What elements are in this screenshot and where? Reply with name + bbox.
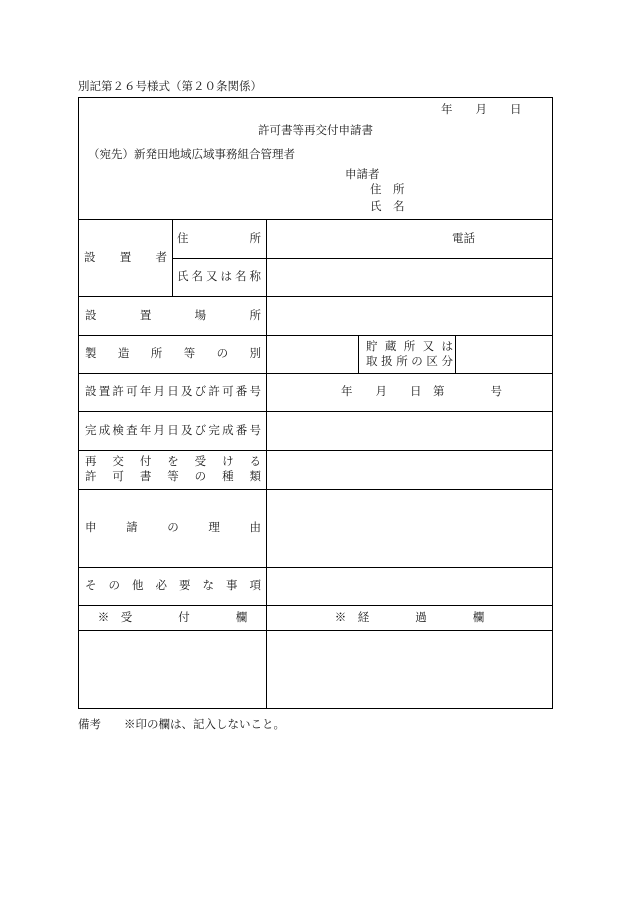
storage-handling-category-label-line1: 貯蔵所又は [366,340,453,353]
reason-label: 申請の理由 [85,522,261,534]
applicant-name-label: 氏 名 [370,201,405,213]
reissue-type-field [267,451,553,490]
storage-handling-category-field [456,336,553,374]
storage-handling-category-label-line2: 取扱所の区分 [366,355,453,368]
reissue-type-label-line2: 許可書等の種類 [85,471,261,483]
storage-handling-category-label-cell [359,336,456,374]
installer-address-label: 住所 [177,232,261,245]
permit-label-cell [79,374,267,412]
applicant-address-label: 住 所 [370,184,405,196]
application-date: 年 月 日 [441,104,522,116]
reissue-application-form [78,97,553,709]
installer-address-label-cell [173,220,267,259]
completion-inspection-label-cell [79,412,267,451]
progress-field [267,631,553,709]
remarks-note: 備考 ※印の欄は、記入しないこと。 [78,719,285,731]
progress-column-header [267,606,553,631]
permit-label: 設置許可年月日及び許可番号 [85,386,261,398]
other-matters-field [267,568,553,606]
phone-label: 電話 [452,232,475,245]
permit-date-number-template: 年 月 日 第 号 [341,386,502,398]
permit-date-number-field [267,374,553,412]
other-matters-label: その他必要な事項 [85,580,261,592]
installation-location-field [267,297,553,336]
installer-name-field [267,259,553,297]
reissue-type-label-line1: 再交付を受ける [85,456,261,468]
installer-address-field [267,220,553,259]
installer-name-label-cell [173,259,267,297]
reason-field [267,490,553,568]
completion-inspection-field [267,412,553,451]
reception-column-header [79,606,267,631]
reception-label: ※ 受 付 欄 [97,611,248,624]
reissue-type-label-cell [79,451,267,490]
facility-type-label: 製造所等の別 [85,348,261,360]
form-title: 許可書等再交付申請書 [258,125,373,137]
applicant-label: 申請者 [345,169,380,181]
form-header [79,98,553,220]
completion-inspection-label: 完成検査年月日及び完成番号 [85,424,261,437]
facility-type-field [267,336,359,374]
installer-label: 設置者 [84,251,167,264]
progress-label: ※ 経 過 欄 [334,611,485,624]
addressee: （宛先）新発田地域広域事務組合管理者 [88,149,295,161]
installation-location-label: 設置場所 [85,309,261,322]
reception-field [79,631,267,709]
facility-type-label-cell [79,336,267,374]
other-matters-label-cell [79,568,267,606]
form-number-caption: 別記第２６号様式（第２０条関係） [78,81,262,93]
installer-name-label: 氏名又は名称 [177,271,261,283]
installer-label-cell [79,220,173,297]
reason-label-cell [79,490,267,568]
installation-location-label-cell [79,297,267,336]
